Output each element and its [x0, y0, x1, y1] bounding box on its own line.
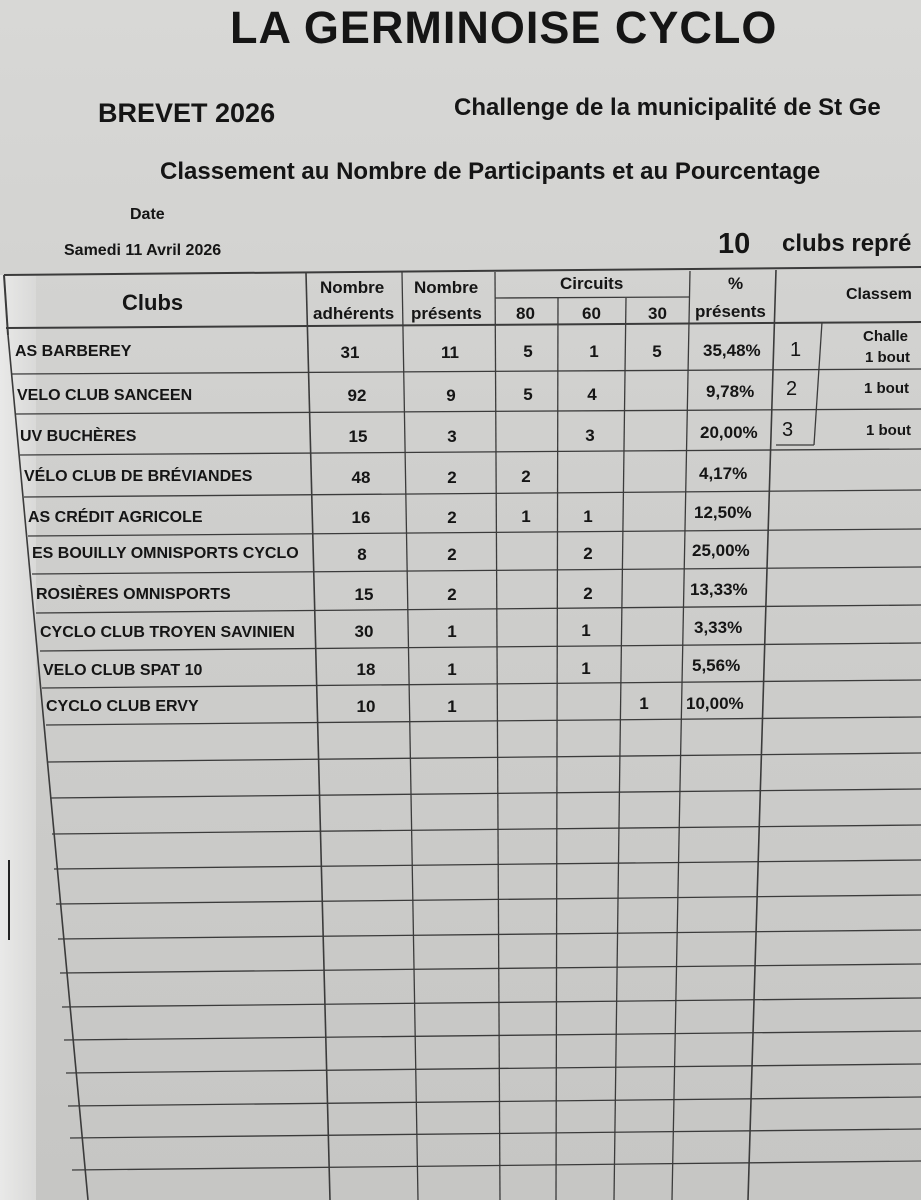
row-2-club: VELO CLUB SANCEEN: [17, 387, 193, 404]
row-4-adherents: 48: [351, 468, 371, 487]
header-clubs: Clubs: [122, 290, 184, 315]
header-circuit-80: 80: [516, 304, 535, 323]
row-1-rank: 1: [790, 339, 802, 361]
header-pct-line1: %: [728, 274, 744, 293]
row-10-club: CYCLO CLUB ERVY: [46, 698, 199, 715]
header-circuits: Circuits: [560, 274, 624, 293]
row-4-club: VÉLO CLUB DE BRÉVIANDES: [24, 468, 253, 485]
row-3-pct: 20,00%: [700, 423, 758, 442]
row-3-prize-line1: 1 bout: [866, 422, 911, 439]
row-3-c60: 3: [585, 426, 595, 445]
row-6-club: ES BOUILLY OMNISPORTS CYCLO: [32, 545, 299, 562]
challenge-label: Challenge de la municipalité de St Ge: [454, 94, 881, 121]
ranking-subtitle: Classement au Nombre de Participants et au Pourcentage: [160, 158, 821, 185]
row-9-c60: 1: [581, 659, 591, 678]
row-5-pct: 12,50%: [694, 503, 752, 522]
row-1-prize-line2: 1 bout: [865, 349, 910, 366]
row-3-adherents: 15: [348, 427, 368, 446]
row-10-c30: 1: [639, 694, 649, 713]
row-5-c80: 1: [521, 507, 531, 526]
row-9-pct: 5,56%: [692, 656, 741, 675]
row-9-presents: 1: [447, 660, 457, 679]
header-adherents-line2: adhérents: [313, 304, 395, 323]
header-circuit-30: 30: [648, 304, 667, 323]
row-10-presents: 1: [447, 697, 457, 716]
row-10-pct: 10,00%: [686, 694, 744, 713]
row-7-c60: 2: [583, 584, 593, 603]
header-adherents-line1: Nombre: [320, 278, 385, 297]
club-count-label: clubs repré: [782, 230, 912, 257]
row-4-pct: 4,17%: [699, 464, 748, 483]
row-8-adherents: 30: [354, 622, 374, 641]
row-1-club: AS BARBEREY: [15, 343, 132, 360]
row-5-adherents: 16: [351, 508, 371, 527]
date-value: Samedi 11 Avril 2026: [64, 242, 222, 259]
brevet-label: BREVET 2026: [98, 98, 276, 128]
header-classement: Classem: [846, 286, 912, 303]
row-2-pct: 9,78%: [706, 382, 755, 401]
header-presents-line1: Nombre: [414, 278, 479, 297]
row-1-presents: 11: [441, 343, 459, 362]
row-3-club: UV BUCHÈRES: [20, 428, 137, 445]
row-10-adherents: 10: [356, 697, 376, 716]
row-3-presents: 3: [447, 427, 457, 446]
row-1-c60: 1: [589, 342, 599, 361]
sheet-title: LA GERMINOISE CYCLO: [230, 2, 778, 53]
row-1-c80: 5: [523, 342, 533, 361]
row-7-pct: 13,33%: [690, 580, 748, 599]
row-8-presents: 1: [447, 622, 457, 641]
row-9-adherents: 18: [356, 660, 376, 679]
row-5-club: AS CRÉDIT AGRICOLE: [28, 509, 203, 526]
row-2-prize-line1: 1 bout: [864, 380, 909, 397]
row-1-adherents: 31: [340, 343, 360, 362]
row-7-presents: 2: [447, 585, 457, 604]
row-6-presents: 2: [447, 545, 457, 564]
row-4-presents: 2: [447, 468, 457, 487]
row-1-prize-line1: Challe: [863, 328, 909, 345]
header-presents-line2: présents: [411, 304, 482, 323]
row-1-pct: 35,48%: [703, 341, 761, 360]
row-7-club: ROSIÈRES OMNISPORTS: [36, 586, 231, 603]
row-1-c30: 5: [652, 342, 662, 361]
row-2-adherents: 92: [347, 386, 367, 405]
row-2-presents: 9: [446, 386, 456, 405]
row-5-presents: 2: [447, 508, 457, 527]
row-6-pct: 25,00%: [692, 541, 750, 560]
row-8-club: CYCLO CLUB TROYEN SAVINIEN: [40, 624, 295, 641]
row-7-adherents: 15: [354, 585, 374, 604]
row-2-rank: 2: [786, 378, 798, 400]
header-circuit-60: 60: [582, 304, 601, 323]
row-4-c80: 2: [521, 467, 531, 486]
row-8-c60: 1: [581, 621, 591, 640]
club-count: 10: [718, 228, 751, 260]
header-pct-line2: présents: [695, 302, 766, 321]
row-9-club: VELO CLUB SPAT 10: [43, 662, 203, 679]
row-6-adherents: 8: [357, 545, 367, 564]
row-5-c60: 1: [583, 507, 593, 526]
row-3-rank: 3: [782, 419, 794, 441]
row-8-pct: 3,33%: [694, 618, 743, 637]
row-2-c60: 4: [587, 385, 597, 404]
row-2-c80: 5: [523, 385, 533, 404]
row-6-c60: 2: [583, 544, 593, 563]
date-label: Date: [130, 206, 165, 223]
